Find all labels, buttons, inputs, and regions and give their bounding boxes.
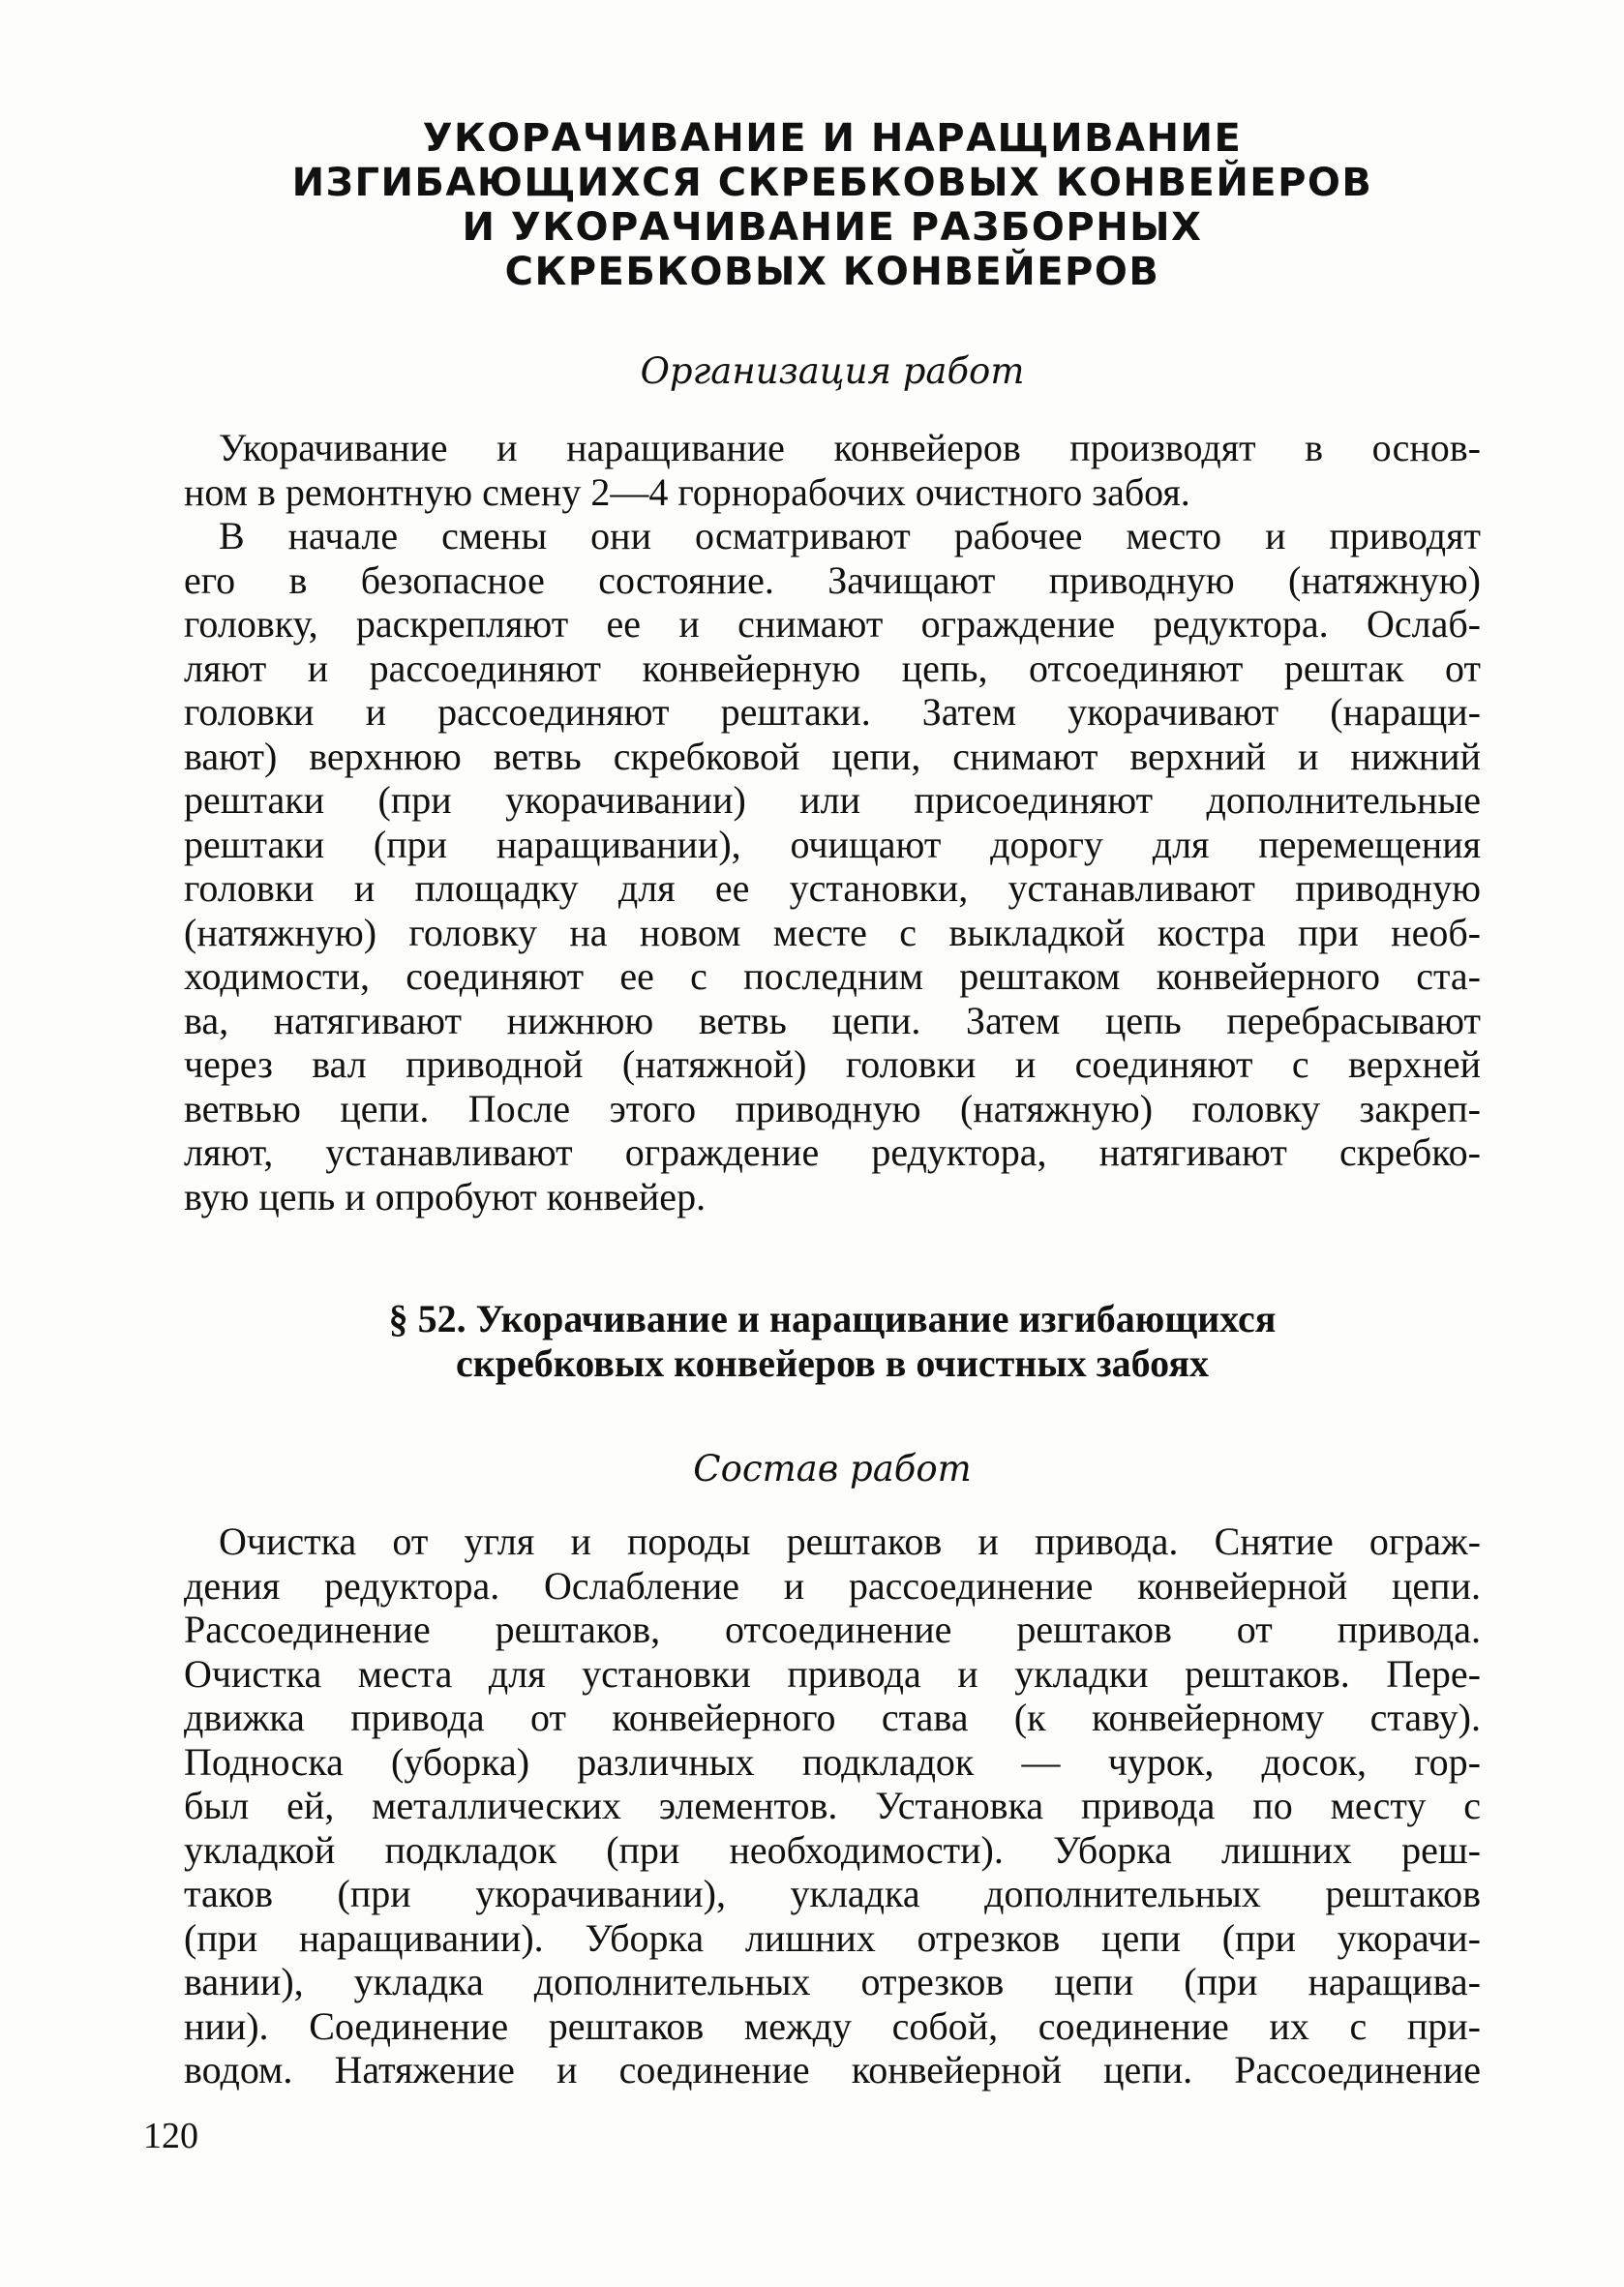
- text-line: В начале смены они осматривают рабочее место и приводят: [219, 514, 1481, 557]
- text-line: Очистка места для установки привода и укладки рештаков. Пере-: [184, 1651, 1481, 1696]
- text-line: его в безопасное состояние. Зачищают приводную (натяжную): [184, 557, 1481, 602]
- paragraph-2: [184, 514, 1481, 1219]
- section-body: [184, 1520, 1481, 2092]
- section-title-line: скребковых конвейеров в очистных забоях: [455, 1341, 1209, 1385]
- text-line: вают) верхнюю ветвь скребковой цепи, снимают верхний и нижний: [184, 734, 1481, 778]
- text-line: ляют, устанавливают ограждение редуктора, натягивают скребко-: [184, 1130, 1481, 1174]
- section-subheading: Состав работ: [693, 1448, 972, 1490]
- main-title: [184, 116, 1481, 294]
- section-title: [184, 1297, 1481, 1386]
- paragraph-3: [184, 1520, 1481, 2092]
- text-line: рештаки (при наращивании), очищают дорогу для перемещения: [184, 822, 1481, 866]
- text-line: головку, раскрепляют ее и снимают ограждение редуктора. Ослаб-: [184, 602, 1481, 646]
- text-line: (натяжную) головку на новом месте с выкладкой костра при необ-: [184, 910, 1481, 954]
- text-line: через вал приводной (натяжной) головки и соединяют с верхней: [184, 1042, 1481, 1086]
- main-title-line: УКОРАЧИВАНИЕ И НАРАЩИВАНИЕ: [422, 116, 1243, 161]
- text-line: (при наращивании). Уборка лишних отрезков цепи (при укорачи-: [184, 1915, 1481, 1960]
- text-line: Рассоединение рештаков, отсоединение рештаков от привода.: [184, 1608, 1481, 1651]
- text-line: Очистка от угля и породы рештаков и привода. Снятие ограж-: [219, 1520, 1481, 1563]
- text-line: ходимости, соединяют ее с последним рештаком конвейерного ста-: [184, 954, 1481, 998]
- text-line: дения редуктора. Ослабление и рассоединение конвейерной цепи.: [184, 1563, 1481, 1608]
- text-line: рештаки (при укорачивании) или присоединяют дополнительные: [184, 778, 1481, 822]
- text-line: был ей, металлических элементов. Установка привода по месту с: [184, 1784, 1481, 1827]
- organization-body: [184, 426, 1481, 1219]
- text-line: вую цепь и опробуют конвейер.: [184, 1174, 707, 1219]
- main-title-line: СКРЕБКОВЫХ КОНВЕЙЕРОВ: [504, 250, 1160, 294]
- text-line: движка привода от конвейерного става (к конвейерному ставу).: [184, 1696, 1481, 1739]
- text-line: головки и рассоединяют рештаки. Затем укорачивают (наращи-: [184, 690, 1481, 734]
- text-line: нии). Соединение рештаков между собой, соединение их с при-: [184, 2003, 1481, 2048]
- text-line: вании), укладка дополнительных отрезков цепи (при наращива-: [184, 1960, 1481, 2003]
- text-line: водом. Натяжение и соединение конвейерной цепи. Рассоединение: [184, 2048, 1481, 2091]
- text-line: ляют и рассоединяют конвейерную цепь, отсоединяют рештак от: [184, 646, 1481, 690]
- text-line: ном в ремонтную смену 2—4 горнорабочих очистного забоя.: [184, 469, 1190, 514]
- main-title-line: ИЗГИБАЮЩИХСЯ СКРЕБКОВЫХ КОНВЕЙЕРОВ: [291, 161, 1373, 205]
- main-title-line: И УКОРАЧИВАНИЕ РАЗБОРНЫХ: [462, 205, 1203, 250]
- organization-heading: Организация работ: [640, 350, 1025, 392]
- page-number: 120: [143, 2116, 198, 2156]
- paragraph-1: [184, 426, 1481, 514]
- text-line: укладкой подкладок (при необходимости). Уборка лишних реш-: [184, 1827, 1481, 1872]
- text-line: головки и площадку для ее установки, устанавливают приводную: [184, 866, 1481, 910]
- text-line: ветвью цепи. После этого приводную (натяжную) головку закреп-: [184, 1086, 1481, 1130]
- text-line: ва, натягивают нижнюю ветвь цепи. Затем цепь перебрасывают: [184, 998, 1481, 1042]
- text-line: Подноска (уборка) различных подкладок — чурок, досок, гор-: [184, 1739, 1481, 1784]
- text-line: Укорачивание и наращивание конвейеров производят в основ-: [219, 426, 1481, 469]
- text-line: таков (при укорачивании), укладка дополнительных рештаков: [184, 1872, 1481, 1915]
- section-title-line: § 52. Укорачивание и наращивание изгибающихся: [388, 1297, 1277, 1340]
